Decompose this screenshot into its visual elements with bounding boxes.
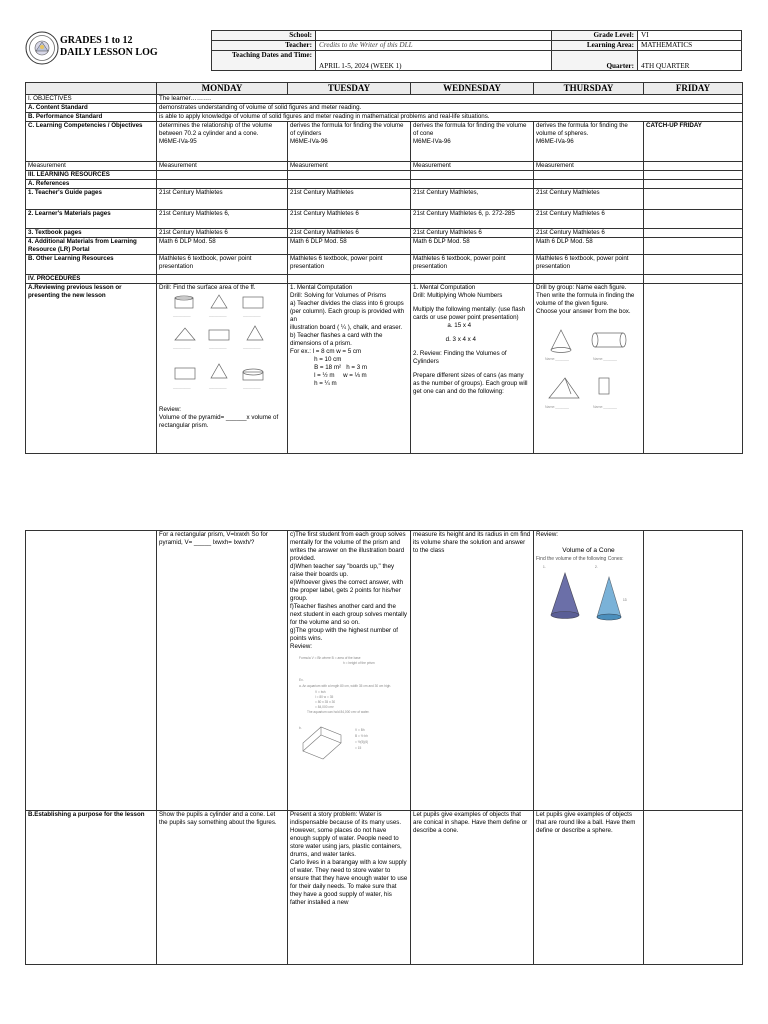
cones-image	[539, 563, 639, 623]
svg-text:Name:_______: Name:_______	[544, 357, 569, 361]
wednesday-drill-line: Drill: Multiplying Whole Numbers	[413, 292, 503, 299]
svg-text:_________: _________	[209, 313, 227, 317]
teachers-guide-thursday: 21st Century Mathletes	[534, 189, 644, 210]
svg-text:13: 13	[622, 598, 627, 602]
tuesday-drill-line: Drill: Solving for Volumes of Prisms	[290, 292, 387, 299]
competency-thursday	[534, 122, 644, 162]
svg-text:_________: _________	[173, 313, 191, 317]
competency-wednesday	[411, 122, 534, 162]
reviewing-friday	[644, 284, 743, 454]
reviewing-lesson-label: A.Reviewing previous lesson or presenting the new lesson	[26, 284, 157, 454]
content-standard-label: A. Content Standard	[26, 104, 157, 113]
tuesday-drill-line: B = 18 m² h = 3 m	[290, 364, 368, 371]
wednesday-drill-line: a. 15 x 4	[413, 322, 472, 329]
teaching-dates-field[interactable]: APRIL 1-5, 2024 (WEEK 1)	[316, 51, 552, 71]
purpose-friday	[644, 811, 743, 965]
additional-materials-monday: Math 6 DLP Mod. 58	[157, 238, 288, 255]
lesson-table-page2	[25, 530, 743, 965]
tuesday-step-line: f)Teacher flashes another card and the next student in each group solves mentally for the volume and so on.	[290, 603, 407, 626]
day-wednesday: WEDNESDAY	[411, 83, 534, 95]
purpose-tuesday: Present a story problem: Water is indispensable because of its many uses. However, some places do not have enough supply of water. People need to store water using jars, plastic containers, drums, and water tanks. Carlo lives in a barangay with a low supply of water. They need to store water to ensure that they have enough water to use for their daily needs. To make sure that they have a good supply of water, his father installed a new	[288, 811, 411, 965]
additional-materials-thursday: Math 6 DLP Mod. 58	[534, 238, 644, 255]
content-standard-text: demonstrates understanding of volume of solid figures and meter reading.	[157, 104, 743, 113]
wednesday-drill-line: 1. Mental Computation	[413, 284, 476, 291]
objectives-heading: I. OBJECTIVES	[26, 95, 157, 104]
corner-cell	[26, 83, 157, 95]
textbook-wednesday: 21st Century Mathletes 6	[411, 229, 534, 238]
tuesday-step-line: c)The first student from each group solves mentally for the volume of the prism and writes the answer on the illustration board provided.	[290, 531, 406, 562]
reviewing-tuesday-continued	[288, 531, 411, 811]
name-figures-image	[537, 322, 641, 412]
day-monday: MONDAY	[157, 83, 288, 95]
tuesday-drill-line: a) Teacher divides the class into 6 groups (per column). Each group is provided with an	[290, 300, 405, 323]
svg-text:Name:_______: Name:_______	[592, 405, 617, 409]
wednesday-drill-line: 2. Review: Finding the Volumes of Cylinders	[413, 350, 507, 365]
teachers-guide-tuesday: 21st Century Mathletes	[288, 189, 411, 210]
additional-materials-label: 4. Additional Materials from Learning Resource (LR) Portal	[26, 238, 157, 255]
form-title	[60, 35, 158, 59]
form-title-line1: GRADES 1 to 12	[60, 35, 133, 46]
textbook-label: 3. Textbook pages	[26, 229, 157, 238]
tuesday-step-line: g)The group with the highest number of points wins.	[290, 627, 399, 642]
tuesday-drill-line: For ex.: l = 8 cm w = 5 cm	[290, 348, 362, 355]
svg-text:_________: _________	[209, 385, 227, 389]
svg-text:= 84,000 cm³: = 84,000 cm³	[315, 705, 334, 709]
competencies-label: C. Learning Competencies / Objectives	[26, 122, 157, 162]
additional-materials-wednesday: Math 6 DLP Mod. 58	[411, 238, 534, 255]
performance-standard-text: is able to apply knowledge of volume of solid figures and meter reading in mathematical problems and real-life situations.	[157, 113, 743, 122]
thursday-drill-line: volume of the given figure.	[536, 300, 609, 307]
thursday-drill-line: Choose your answer from the box.	[536, 308, 631, 315]
thursday-review-heading: Review:	[536, 531, 559, 538]
page-break	[0, 478, 768, 522]
monday-drill-text: Drill: Find the surface area of the ff.	[159, 284, 256, 291]
school-field[interactable]	[316, 31, 552, 41]
day-thursday: THURSDAY	[534, 83, 644, 95]
learners-materials-wednesday: 21st Century Mathletes 6, p. 272-285	[411, 210, 534, 229]
competency-wednesday-code: M6ME-IVa-96	[413, 138, 451, 145]
competency-thursday-text: derives the formula for finding the volume of spheres.	[536, 122, 628, 137]
svg-text:Name:_______: Name:_______	[592, 357, 617, 361]
teachers-guide-wednesday: 21st Century Mathletes,	[411, 189, 534, 210]
svg-text:a. An aquarium with a length: a. An aquarium with a length 80 cm, width 35 cm and 30 cm high.	[299, 684, 392, 688]
surface-area-figures-image	[167, 292, 277, 400]
reviewing-monday	[157, 284, 288, 454]
form-title-line2: DAILY LESSON LOG	[60, 47, 158, 58]
svg-text:= 15: = 15	[355, 746, 362, 750]
procedures-heading: IV. PROCEDURES	[26, 275, 157, 284]
learners-materials-thursday: 21st Century Mathletes 6	[534, 210, 644, 229]
svg-text:Ex.: Ex.	[299, 678, 304, 682]
svg-text:B = ½ bh: B = ½ bh	[355, 734, 368, 738]
tuesday-step-line: Review:	[290, 643, 313, 650]
resources-heading: III. LEARNING RESOURCES	[26, 171, 157, 180]
competency-tuesday	[288, 122, 411, 162]
svg-text:Name:_______: Name:_______	[544, 405, 569, 409]
measurement-tuesday: Measurement	[288, 162, 411, 171]
svg-text:_________: _________	[173, 385, 191, 389]
textbook-tuesday: 21st Century Mathletes 6	[288, 229, 411, 238]
svg-text:h = height of the prism: h = height of the prism	[343, 661, 375, 665]
lesson-table-page1	[25, 82, 743, 454]
tuesday-drill-line: h = 10 cm	[290, 356, 342, 363]
tuesday-step-line: d)When teacher say "boards up," they raise their boards up.	[290, 563, 395, 578]
header-table	[211, 30, 742, 71]
cone-volume-title: Volume of a Cone	[562, 547, 615, 554]
measurement-label: Measurement	[26, 162, 157, 171]
other-resources-wednesday: Mathletes 6 textbook, power point presentation	[411, 255, 534, 275]
references-label: A. References	[26, 180, 157, 189]
svg-text:b.: b.	[299, 726, 302, 730]
svg-text:= ½(5)(6): = ½(5)(6)	[355, 740, 369, 744]
competency-tuesday-code: M6ME-IVa-96	[290, 138, 328, 145]
learning-area-field[interactable]: MATHEMATICS	[638, 41, 742, 51]
monday-review-text: Volume of the pyramid= ______x volume of rectangular prism.	[159, 414, 279, 429]
teachers-guide-label: 1. Teacher's Guide pages	[26, 189, 157, 210]
deped-seal-icon	[25, 31, 59, 65]
prism-volume-worked-examples-image	[293, 651, 405, 763]
tuesday-step-line: e)Whoever gives the correct answer, with the proper label, gets 2 points for his/her group.	[290, 579, 404, 602]
textbook-thursday: 21st Century Mathletes 6	[534, 229, 644, 238]
other-resources-thursday: Mathletes 6 textbook, power point presentation	[534, 255, 644, 275]
day-tuesday: TUESDAY	[288, 83, 411, 95]
lesson-log-page-1	[0, 0, 768, 478]
day-friday: FRIDAY	[644, 83, 743, 95]
reviewing-monday-continued: For a rectangular prism, V=lxwxh So for pyramid, V= _____ lxwxh= lxwxh/?	[157, 531, 288, 811]
competency-tuesday-text: derives the formula for finding the volume of cylinders	[290, 122, 404, 137]
svg-text:_________: _________	[243, 345, 261, 349]
other-resources-tuesday: Mathletes 6 textbook, power point presentation	[288, 255, 411, 275]
reviewing-friday-continued	[644, 531, 743, 811]
reviewing-thursday-continued	[534, 531, 644, 811]
quarter-label: Quarter:	[552, 51, 638, 71]
reviewing-thursday	[534, 284, 644, 454]
svg-text:_________: _________	[209, 345, 227, 349]
purpose-monday: Show the pupils a cylinder and a cone. Let the pupils say something about the figures.	[157, 811, 288, 965]
tuesday-drill-line: illustration board ( ¼ ), chalk, and eraser.	[290, 324, 403, 331]
grade-level-field[interactable]: VI	[638, 31, 742, 41]
reviewing-wednesday-continued: measure its height and its radius in cm find its volume share the solution and answer to the class	[411, 531, 534, 811]
svg-text:V = Bh: V = Bh	[355, 728, 365, 732]
monday-review-heading: Review:	[159, 406, 182, 413]
performance-standard-label: B. Performance Standard	[26, 113, 157, 122]
tuesday-drill-line: b) Teacher flashes a card with the dimensions of a prism.	[290, 332, 383, 347]
svg-text:= 80 x 35 x 30: = 80 x 35 x 30	[315, 700, 336, 704]
svg-text:The aquarium can hold 84,000 c: The aquarium can hold 84,000 cm³ of water.	[307, 710, 370, 714]
competency-wednesday-text: derives the formula for finding the volume of cone	[413, 122, 527, 137]
measurement-thursday: Measurement	[534, 162, 644, 171]
wednesday-drill-line: Prepare different sizes of cans (as many as the number of groups). Each group will get one can and do the following:	[413, 372, 528, 395]
measurement-wednesday: Measurement	[411, 162, 534, 171]
tuesday-drill-line: h = ¼ m	[290, 380, 337, 387]
competency-monday	[157, 122, 288, 162]
textbook-monday: 21st Century Mathletes 6	[157, 229, 288, 238]
learners-materials-monday: 21st Century Mathletes 6,	[157, 210, 288, 229]
svg-text:l = 80 w = 35: l = 80 w = 35	[315, 695, 334, 699]
svg-text:_________: _________	[243, 313, 261, 317]
tuesday-drill-line: 1. Mental Computation	[290, 284, 353, 291]
establishing-purpose-label: B.Establishing a purpose for the lesson	[26, 811, 157, 965]
learning-area-label: Learning Area:	[552, 41, 638, 51]
learners-materials-tuesday: 21st Century Mathletes 6	[288, 210, 411, 229]
teaching-dates-label: Teaching Dates and Time:	[212, 51, 316, 71]
svg-text:2.: 2.	[594, 565, 598, 569]
other-resources-label: B. Other Learning Resources	[26, 255, 157, 275]
purpose-wednesday: Let pupils give examples of objects that are conical in shape. Have them define or describe a cone.	[411, 811, 534, 965]
other-resources-monday: Mathletes 6 textbook, power point presentation	[157, 255, 288, 275]
lesson-log-page-2	[0, 522, 768, 1024]
school-label: School:	[212, 31, 316, 41]
svg-text:V = lwh: V = lwh	[315, 690, 326, 694]
reviewing-label-continued	[26, 531, 157, 811]
wednesday-drill-line: Multiply the following mentally: (use flash cards or use power point presentation)	[413, 306, 526, 321]
competency-thursday-code: M6ME-IVa-96	[536, 138, 574, 145]
teacher-label: Teacher:	[212, 41, 316, 51]
reviewing-tuesday	[288, 284, 411, 454]
additional-materials-tuesday: Math 6 DLP Mod. 58	[288, 238, 411, 255]
learner-intro: The learner……….	[157, 95, 743, 104]
competency-monday-code: M6ME-IVa-95	[159, 138, 197, 145]
competency-friday: CATCH-UP FRIDAY	[644, 122, 743, 162]
thursday-drill-line: Drill by group: Name each figure. Then write the formula in finding the	[536, 284, 635, 299]
tuesday-drill-line: l = ½ m w = ⅓ m	[290, 372, 367, 379]
teacher-field[interactable]: Credits to the Writer of this DLL	[316, 41, 552, 51]
measurement-friday	[644, 162, 743, 171]
competency-monday-text: determines the relationship of the volume between 70.2 a cylinder and a cone.	[159, 122, 273, 137]
svg-text:1.: 1.	[542, 565, 546, 569]
svg-text:_________: _________	[173, 345, 191, 349]
measurement-monday: Measurement	[157, 162, 288, 171]
cone-volume-subtitle: Find the volume of the following Cones:	[536, 556, 624, 562]
purpose-thursday: Let pupils give examples of objects that are round like a ball. Have them define or describe a sphere.	[534, 811, 644, 965]
svg-text:_________: _________	[243, 385, 261, 389]
reviewing-wednesday	[411, 284, 534, 454]
grade-level-label: Grade Level:	[552, 31, 638, 41]
teachers-guide-monday: 21st Century Mathletes	[157, 189, 288, 210]
wednesday-drill-line: d. 3 x 4 x 4	[413, 336, 476, 343]
quarter-field[interactable]: 4TH QUARTER	[638, 51, 742, 71]
learners-materials-label: 2. Learner's Materials pages	[26, 210, 157, 229]
svg-text:Formula V = Bh where: Formula V = Bh where B = area of the base	[299, 656, 361, 660]
